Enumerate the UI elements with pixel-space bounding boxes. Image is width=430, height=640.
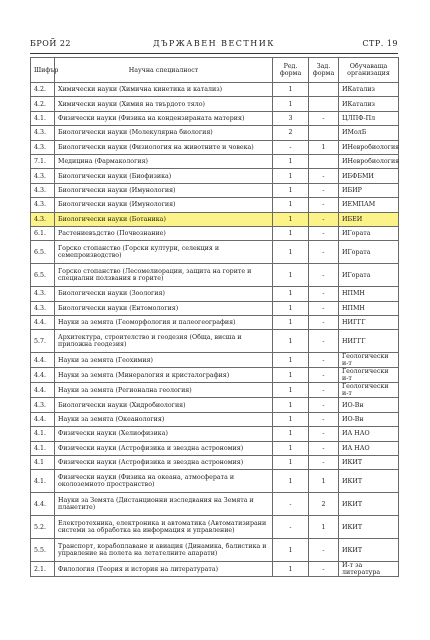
- row-regular: 1: [273, 241, 309, 264]
- table-row: [31, 241, 399, 264]
- row-regular: -: [273, 493, 309, 516]
- row-specialty: Електротехника, електроника и автоматика (Автоматизирани системи за обработка на информация и управление): [55, 516, 273, 539]
- row-organization: НИГГГ: [339, 330, 399, 353]
- row-code: 4.1.: [31, 441, 55, 455]
- row-extramural: 2: [309, 493, 339, 516]
- row-organization: ИКИТ: [339, 539, 399, 562]
- row-regular: 1: [273, 226, 309, 240]
- row-extramural: -: [309, 301, 339, 315]
- table-row: [31, 398, 399, 412]
- row-organization: ИБИР: [339, 183, 399, 197]
- row-organization: ИКИТ: [339, 516, 399, 539]
- row-organization: НИГГГ: [339, 316, 399, 330]
- row-extramural: -: [309, 398, 339, 412]
- row-specialty: Химически науки (Химична кинетика и катализ): [55, 83, 273, 97]
- row-organization: ИКИТ: [339, 456, 399, 470]
- row-extramural: -: [309, 264, 339, 287]
- row-code: 4.3.: [31, 183, 55, 197]
- row-extramural: -: [309, 383, 339, 398]
- row-extramural: 1: [309, 140, 339, 154]
- row-extramural: [309, 154, 339, 168]
- row-organization: ИНевробиология: [339, 140, 399, 154]
- table-row: [31, 154, 399, 168]
- row-code: 5.2.: [31, 516, 55, 539]
- row-organization: ИМолБ: [339, 126, 399, 140]
- row-organization: ИКИТ: [339, 493, 399, 516]
- row-extramural: -: [309, 226, 339, 240]
- publication-title: ДЪРЖАВЕН ВЕСТНИК: [153, 39, 275, 48]
- table-row: [31, 516, 399, 539]
- row-specialty: Архитектура, строителство и геодезия (Обща, висша и приложна геодезия): [55, 330, 273, 353]
- row-regular: -: [273, 140, 309, 154]
- row-extramural: -: [309, 287, 339, 301]
- row-code: 4.4.: [31, 368, 55, 383]
- table-row: [31, 212, 399, 226]
- row-code: 4.4.: [31, 383, 55, 398]
- row-regular: 1: [273, 470, 309, 493]
- row-regular: 1: [273, 287, 309, 301]
- row-code: 6.5.: [31, 264, 55, 287]
- row-specialty: Горско стопанство (Горски култури, селекция и семепроизводство): [55, 241, 273, 264]
- row-regular: -: [273, 516, 309, 539]
- row-code: 4.3.: [31, 126, 55, 140]
- row-specialty: Физически науки (Физика на океана, атмосферата и околоземното пространство): [55, 470, 273, 493]
- row-code: 6.5.: [31, 241, 55, 264]
- table-row: [31, 316, 399, 330]
- row-regular: 1: [273, 212, 309, 226]
- row-regular: 1: [273, 316, 309, 330]
- row-specialty: Физически науки (Хелиофизика): [55, 427, 273, 441]
- row-specialty: Науки за земята (Регионална геология): [55, 383, 273, 398]
- table-row: [31, 353, 399, 368]
- specialties-table: [30, 57, 399, 577]
- page-header: [30, 39, 398, 51]
- row-organization: ИЕМПАМ: [339, 198, 399, 212]
- table-row: [31, 97, 399, 111]
- row-organization: ИГората: [339, 226, 399, 240]
- table-row: [31, 330, 399, 353]
- table-row: [31, 83, 399, 97]
- row-extramural: -: [309, 412, 339, 426]
- row-specialty: Биологически науки (Имунология): [55, 183, 273, 197]
- row-regular: 1: [273, 264, 309, 287]
- row-extramural: -: [309, 562, 339, 577]
- row-specialty: Науки за земята (Океанология): [55, 412, 273, 426]
- row-specialty: Биологически науки (Ентомология): [55, 301, 273, 315]
- table-row: [31, 412, 399, 426]
- row-organization: ИКатализ: [339, 97, 399, 111]
- row-organization: ИО-Вн: [339, 398, 399, 412]
- row-extramural: 1: [309, 470, 339, 493]
- row-specialty: Науки за земята (Геохимия): [55, 353, 273, 368]
- row-specialty: Биологически науки (Биофизика): [55, 169, 273, 183]
- row-extramural: 1: [309, 516, 339, 539]
- row-regular: 1: [273, 169, 309, 183]
- row-regular: 1: [273, 154, 309, 168]
- row-regular: 1: [273, 456, 309, 470]
- row-organization: ИБЕИ: [339, 212, 399, 226]
- table-row: [31, 169, 399, 183]
- col-header-regular: Ред. форма: [273, 58, 309, 83]
- row-specialty: Транспорт, корабоплаване и авиация (Динамика, балистика и управление на полета на летателните апарати): [55, 539, 273, 562]
- row-specialty: Горско стопанство (Лесомелиорации, защита на горите и специални ползвания в горите): [55, 264, 273, 287]
- table-row: [31, 470, 399, 493]
- table-row: [31, 111, 399, 125]
- row-organization: Геологически и-т: [339, 383, 399, 398]
- row-specialty: Физически науки (Физика на кондензираната материя): [55, 111, 273, 125]
- row-specialty: Биологически науки (Хидробиология): [55, 398, 273, 412]
- row-code: 4.3.: [31, 398, 55, 412]
- row-regular: 1: [273, 368, 309, 383]
- row-regular: 1: [273, 539, 309, 562]
- row-code: 4.1.: [31, 427, 55, 441]
- table-row: [31, 226, 399, 240]
- table-row: [31, 368, 399, 383]
- row-extramural: -: [309, 368, 339, 383]
- row-code: 4.3.: [31, 140, 55, 154]
- row-regular: 1: [273, 183, 309, 197]
- row-organization: Геологически и-т: [339, 368, 399, 383]
- row-regular: 2: [273, 126, 309, 140]
- row-regular: 1: [273, 383, 309, 398]
- row-regular: 1: [273, 330, 309, 353]
- table-row: [31, 383, 399, 398]
- row-code: 4.4.: [31, 493, 55, 516]
- row-specialty: Филология (Теория и история на литературата): [55, 562, 273, 577]
- row-extramural: -: [309, 539, 339, 562]
- row-code: 4.4.: [31, 412, 55, 426]
- row-code: 7.1.: [31, 154, 55, 168]
- row-code: 4.3.: [31, 169, 55, 183]
- table-row: [31, 198, 399, 212]
- row-regular: 1: [273, 427, 309, 441]
- table-row: [31, 562, 399, 577]
- table-body: [31, 83, 399, 577]
- row-organization: ЦЛПФ-Пл: [339, 111, 399, 125]
- row-regular: 1: [273, 412, 309, 426]
- row-organization: ИКИТ: [339, 470, 399, 493]
- row-code: 4.4.: [31, 316, 55, 330]
- row-specialty: Физически науки (Астрофизика и звездна астрономия): [55, 456, 273, 470]
- row-code: 4.4.: [31, 353, 55, 368]
- row-organization: ИБФБМИ: [339, 169, 399, 183]
- table-row: [31, 183, 399, 197]
- row-regular: 1: [273, 398, 309, 412]
- row-regular: 1: [273, 353, 309, 368]
- row-specialty: Биологически науки (Зоология): [55, 287, 273, 301]
- row-regular: 1: [273, 97, 309, 111]
- row-organization: ИА НАО: [339, 441, 399, 455]
- row-extramural: -: [309, 456, 339, 470]
- row-specialty: Биологически науки (Молекулярна биология): [55, 126, 273, 140]
- row-extramural: -: [309, 183, 339, 197]
- row-code: 4.2.: [31, 83, 55, 97]
- row-specialty: Растениевъдство (Почвознание): [55, 226, 273, 240]
- table-row: [31, 441, 399, 455]
- table-row: [31, 539, 399, 562]
- row-extramural: -: [309, 441, 339, 455]
- table-row: [31, 456, 399, 470]
- row-organization: Геологически и-т: [339, 353, 399, 368]
- header-rule: [30, 53, 398, 54]
- row-code: 4.3.: [31, 212, 55, 226]
- row-specialty: Науки за Земята (Дистанционни изследвания на Земята и планетите): [55, 493, 273, 516]
- table-row: [31, 287, 399, 301]
- row-specialty: Биологически науки (Ботаника): [55, 212, 273, 226]
- row-specialty: Науки за земята (Геоморфология и палеогеография): [55, 316, 273, 330]
- row-extramural: -: [309, 241, 339, 264]
- row-organization: ИКатализ: [339, 83, 399, 97]
- row-code: 6.1.: [31, 226, 55, 240]
- row-organization: И-т за литература: [339, 562, 399, 577]
- row-extramural: -: [309, 169, 339, 183]
- row-regular: 1: [273, 301, 309, 315]
- row-extramural: -: [309, 353, 339, 368]
- col-header-code: Шифър: [31, 58, 55, 83]
- row-extramural: [309, 126, 339, 140]
- row-code: 4.3.: [31, 198, 55, 212]
- row-organization: ИГората: [339, 241, 399, 264]
- table-row: [31, 301, 399, 315]
- row-specialty: Физически науки (Астрофизика и звездна астрономия): [55, 441, 273, 455]
- row-specialty: Науки за земята (Минералогия и кристалография): [55, 368, 273, 383]
- row-code: 4.2.: [31, 97, 55, 111]
- row-specialty: Химически науки (Химия на твърдото тяло): [55, 97, 273, 111]
- row-code: 5.7.: [31, 330, 55, 353]
- row-code: 4.3.: [31, 301, 55, 315]
- row-code: 4.1: [31, 456, 55, 470]
- row-extramural: -: [309, 427, 339, 441]
- col-header-specialty: Научна специалност: [55, 58, 273, 83]
- table-row: [31, 493, 399, 516]
- table-row: [31, 264, 399, 287]
- issue-number: БРОЙ 22: [30, 39, 72, 48]
- col-header-organization: Обучаваща организация: [339, 58, 399, 83]
- row-organization: ИО-Вн: [339, 412, 399, 426]
- row-code: 4.1.: [31, 470, 55, 493]
- col-header-extramural: Зад. форма: [309, 58, 339, 83]
- table-row: [31, 126, 399, 140]
- row-organization: ИНевробиология: [339, 154, 399, 168]
- row-extramural: -: [309, 111, 339, 125]
- table-row: [31, 427, 399, 441]
- table-header-row: [31, 58, 399, 83]
- row-regular: 1: [273, 83, 309, 97]
- row-extramural: -: [309, 198, 339, 212]
- row-specialty: Биологически науки (Имунология): [55, 198, 273, 212]
- row-regular: 3: [273, 111, 309, 125]
- row-organization: НПМН: [339, 287, 399, 301]
- table-row: [31, 140, 399, 154]
- row-organization: ИА НАО: [339, 427, 399, 441]
- row-regular: 1: [273, 562, 309, 577]
- row-extramural: -: [309, 316, 339, 330]
- row-extramural: -: [309, 212, 339, 226]
- row-specialty: Биологически науки (Физиология на животните и човека): [55, 140, 273, 154]
- row-code: 4.1.: [31, 111, 55, 125]
- row-code: 4.3.: [31, 287, 55, 301]
- row-regular: 1: [273, 198, 309, 212]
- row-code: 2.1.: [31, 562, 55, 577]
- page-number: СТР. 19: [362, 39, 398, 48]
- row-organization: ИГората: [339, 264, 399, 287]
- row-organization: НПМН: [339, 301, 399, 315]
- row-regular: 1: [273, 441, 309, 455]
- row-specialty: Медицина (Фармакология): [55, 154, 273, 168]
- row-extramural: [309, 97, 339, 111]
- row-extramural: -: [309, 330, 339, 353]
- row-extramural: [309, 83, 339, 97]
- row-code: 5.5.: [31, 539, 55, 562]
